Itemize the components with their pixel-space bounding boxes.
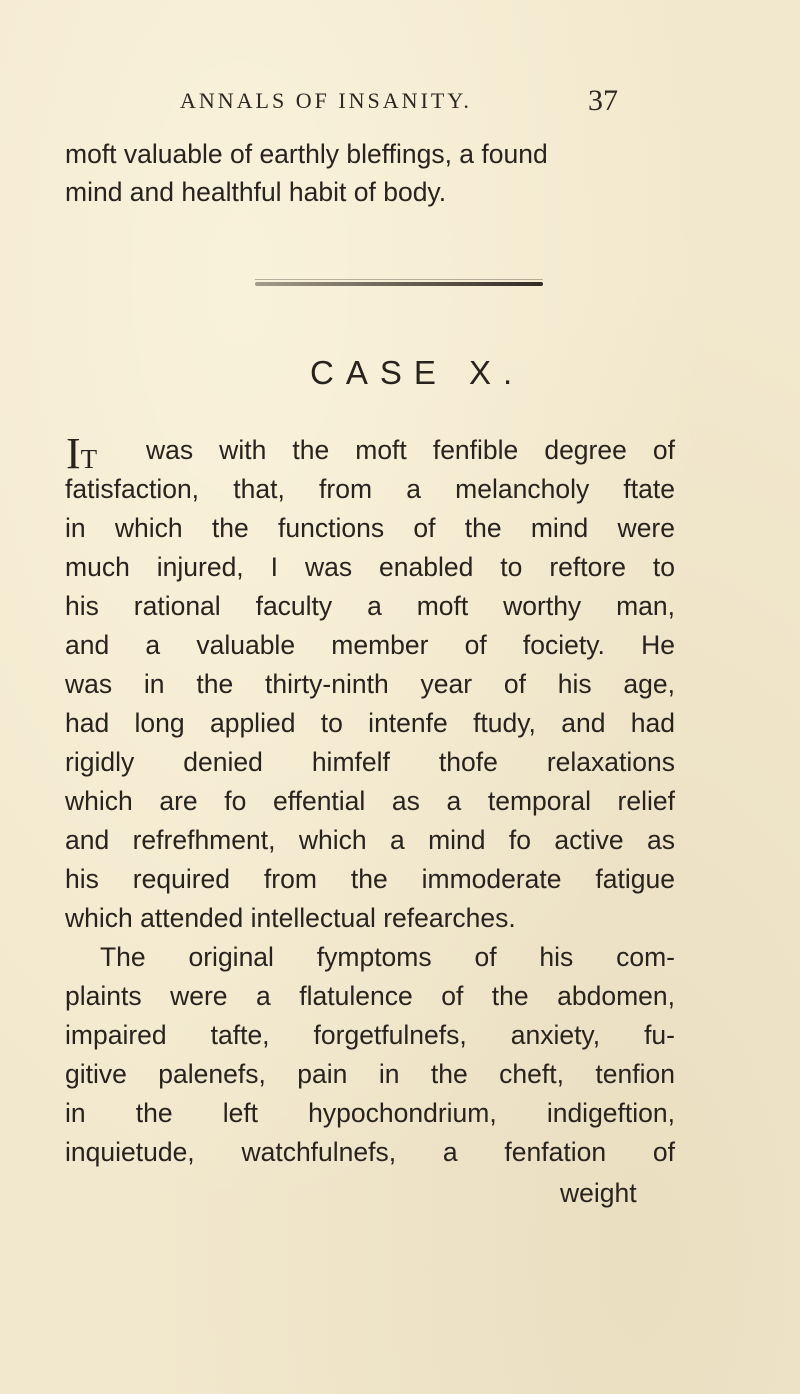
paragraph-2-line-1: The original fymptoms of his com- (100, 942, 675, 972)
page-number: 37 (588, 84, 618, 117)
paragraph-1-line-5: his rational faculty a moft worthy man, (65, 591, 675, 621)
paragraph-1-line-13: which attended intellectual refearches. (65, 903, 516, 933)
paragraph-2-line-3: impaired tafte, forgetfulnefs, anxiety, fu- (65, 1020, 675, 1050)
paragraph-1-line-6: and a valuable member of fociety. He (65, 630, 675, 660)
continuation-line-1: moft valuable of earthly bleffings, a found (65, 139, 548, 169)
paragraph-1-line-3: in which the functions of the mind were (65, 513, 675, 543)
paragraph-1-line-11: and refrefhment, which a mind fo active as (65, 825, 675, 855)
case-heading: CASE X. (310, 354, 525, 391)
drop-capital-rest: T (80, 444, 99, 474)
paragraph-1-line-1: was with the moft fenfible degree of (146, 435, 675, 465)
section-divider-rule (255, 282, 543, 286)
paragraph-2-line-4: gitive palenefs, pain in the cheft, tenfion (65, 1059, 675, 1089)
paragraph-1-line-12: his required from the immoderate fatigue (65, 864, 675, 894)
paragraph-2-line-5: in the left hypochondrium, indigeftion, (65, 1098, 675, 1128)
paragraph-1-line-8: had long applied to intenfe ftudy, and had (65, 708, 675, 738)
drop-capital-letter: I (66, 429, 81, 478)
catchword: weight (560, 1178, 637, 1208)
running-head: ANNALS OF INSANITY. (180, 88, 472, 113)
paragraph-1-line-10: which are fo effential as a temporal relief (65, 786, 675, 816)
paragraph-2-line-6: inquietude, watchfulnefs, a fenfation of (65, 1137, 675, 1167)
paragraph-1-line-7: was in the thirty-ninth year of his age, (65, 669, 675, 699)
paragraph-1-line-4: much injured, I was enabled to reftore to (65, 552, 675, 582)
paragraph-2-line-2: plaints were a flatulence of the abdomen, (65, 981, 675, 1011)
paragraph-1-line-9: rigidly denied himfelf thofe relaxations (65, 747, 675, 777)
continuation-line-2: mind and healthful habit of body. (65, 177, 447, 207)
paragraph-1-line-2: fatisfaction, that, from a melancholy ftate (65, 474, 675, 504)
